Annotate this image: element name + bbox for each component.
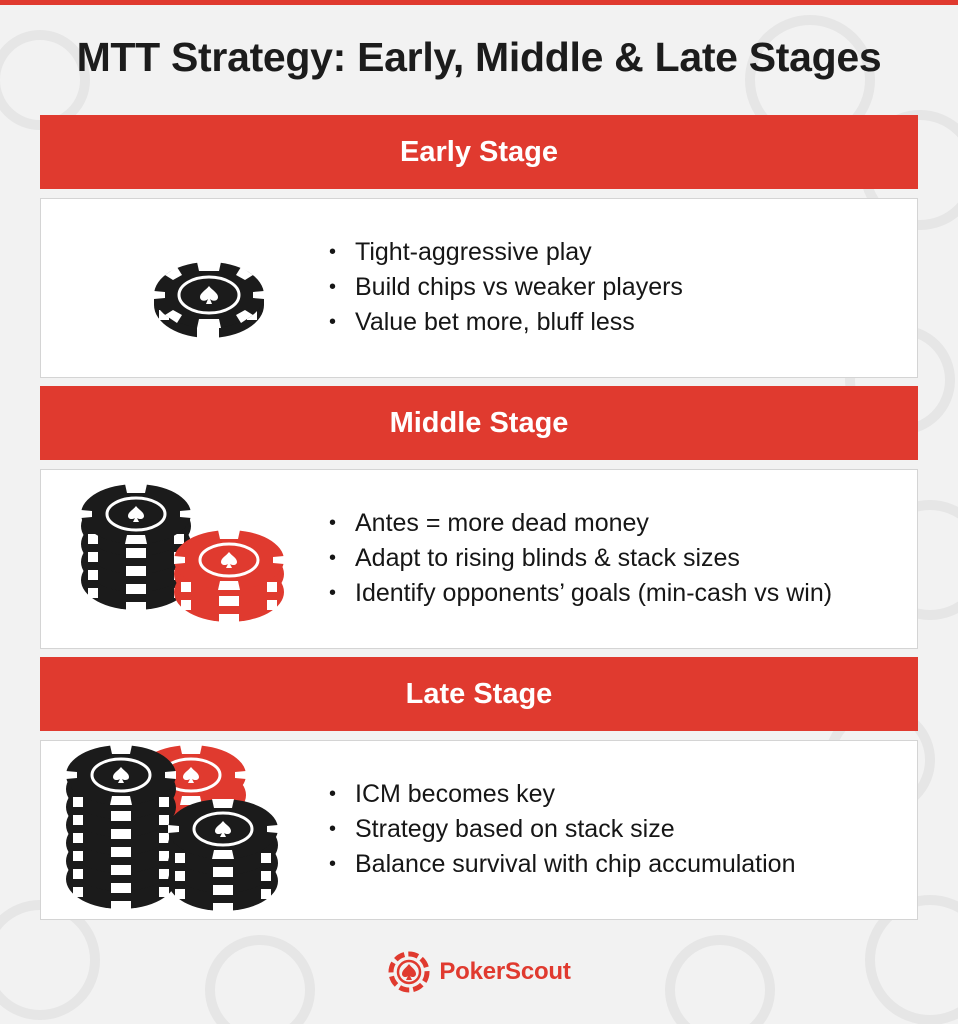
stage-body-early bbox=[40, 198, 918, 378]
bullet-item bbox=[329, 236, 683, 271]
brand-footer bbox=[0, 950, 958, 994]
stage-header-late: Late Stage bbox=[40, 657, 918, 731]
bullet-item bbox=[329, 507, 832, 542]
brand-name: PokerScout bbox=[439, 958, 571, 985]
two-chip-stacks-icon bbox=[41, 470, 311, 648]
bullet-item bbox=[329, 577, 832, 612]
bullet-item bbox=[329, 778, 796, 813]
bullet-dot: • bbox=[329, 546, 337, 569]
bullet-text: Adapt to rising blinds & stack sizes bbox=[355, 543, 740, 572]
bullet-item bbox=[329, 271, 683, 306]
bullet-dot: • bbox=[329, 511, 337, 534]
single-chip-icon bbox=[41, 199, 311, 377]
bullet-dot: • bbox=[329, 817, 337, 840]
bullet-item bbox=[329, 813, 796, 848]
bullet-text: Value bet more, bluff less bbox=[355, 307, 635, 336]
bullet-item bbox=[329, 306, 683, 341]
stage-header-early: Early Stage bbox=[40, 115, 918, 189]
bullet-text: Identify opponents’ goals (min-cash vs win) bbox=[355, 578, 833, 607]
bullet-text: ICM becomes key bbox=[355, 779, 556, 808]
bullet-list-early bbox=[329, 199, 683, 377]
bullet-dot: • bbox=[329, 275, 337, 298]
top-accent-bar bbox=[0, 0, 958, 5]
three-chip-stacks-icon bbox=[41, 741, 311, 919]
stage-body-late bbox=[40, 740, 918, 920]
stage-body-middle bbox=[40, 469, 918, 649]
bullet-text: Build chips vs weaker players bbox=[355, 272, 683, 301]
bullet-text: Balance survival with chip accumulation bbox=[355, 849, 796, 878]
bullet-dot: • bbox=[329, 782, 337, 805]
bullet-list-late bbox=[329, 741, 796, 919]
bullet-dot: • bbox=[329, 310, 337, 333]
page-title: MTT Strategy: Early, Middle & Late Stages bbox=[76, 34, 882, 80]
bullet-item bbox=[329, 542, 832, 577]
bullet-dot: • bbox=[329, 852, 337, 875]
bullet-text: Antes = more dead money bbox=[355, 508, 649, 537]
bullet-item bbox=[329, 848, 796, 883]
pokerscout-logo-icon bbox=[387, 950, 431, 994]
bullet-text: Strategy based on stack size bbox=[355, 814, 675, 843]
bullet-dot: • bbox=[329, 581, 337, 604]
bullet-list-middle bbox=[329, 470, 832, 648]
bullet-text: Tight-aggressive play bbox=[355, 237, 592, 266]
stage-header-middle: Middle Stage bbox=[40, 386, 918, 460]
bullet-dot: • bbox=[329, 240, 337, 263]
